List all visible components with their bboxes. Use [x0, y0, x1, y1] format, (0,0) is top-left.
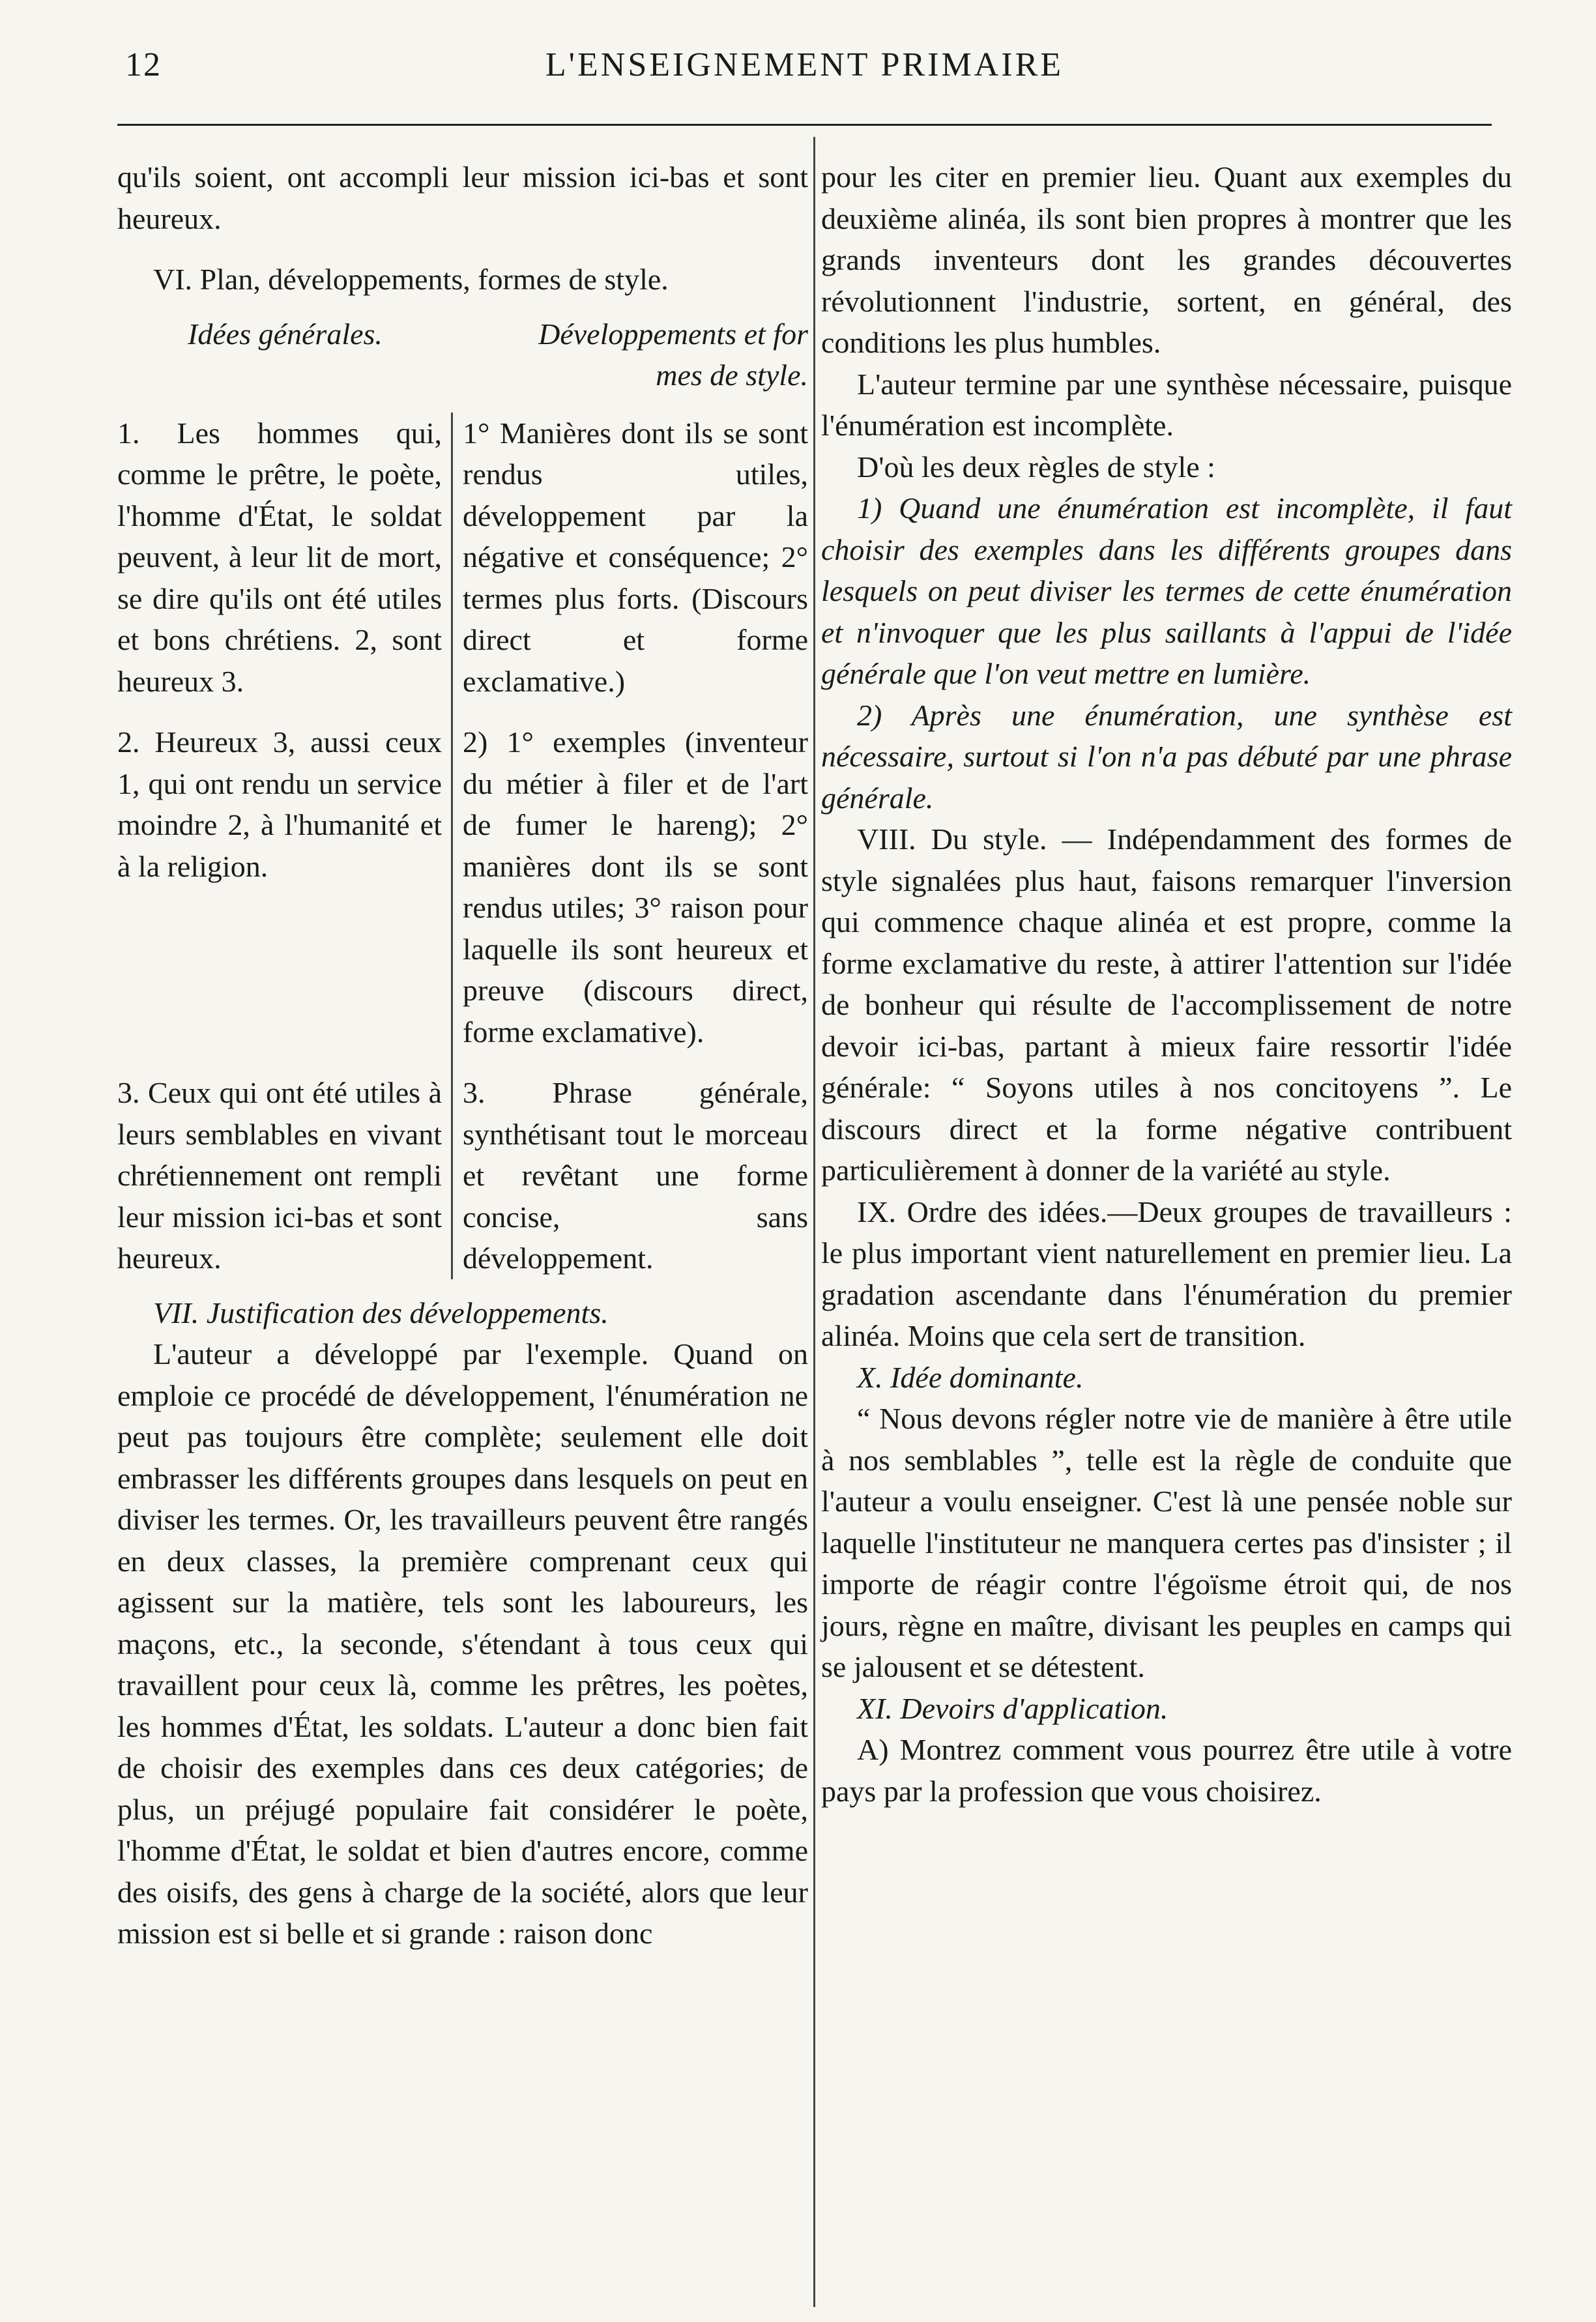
section-7-title: VII. Justification des développements.: [153, 1296, 609, 1329]
col-head-developments-line2: mes de style.: [656, 358, 808, 392]
plan-row-3-idea: 3. Ceux qui ont été utiles à leurs semblables en vivant chrétiennement ont rempli leur mission ici-bas et sont heureux.: [117, 1072, 453, 1279]
synthesis-paragraph: L'auteur termine par une synthèse nécessaire, puisque l'énumération est incomplète.: [821, 367, 1512, 442]
running-title: L'ENSEIGNEMENT PRIMAIRE: [545, 46, 1064, 83]
section-11-exercise-a: A) Montrez comment vous pourrez être utile à votre pays par la profession que vous choisirez.: [821, 1733, 1512, 1808]
section-7-body: L'auteur a développé par l'exemple. Quand on emploie ce procédé de développement, l'énumération ne peut pas toujours être complète; seulement elle doit embrasser les différents groupes dans lesquels on peut en diviser les termes. Or, les travailleurs peuvent être rangés en deux classes, la première comprenant ceux qui agissent sur la matière, tels sont les laboureurs, les maçons, etc., la seconde, s'étendant à tous ceux qui travaillent pour ceux là, comme les prêtres, les poètes, les hommes d'État, les soldats. L'auteur a donc bien fait de choisir des exemples dans ces deux catégories; de plus, un préjugé populaire fait considérer le poète, l'homme d'État, le soldat et bien d'autres encore, comme des oisifs, des gens à charge de la société, alors que leur mission est si belle et si grande : raison donc: [117, 1337, 808, 1950]
section-10-title: X. Idée dominante.: [857, 1360, 1084, 1394]
col-head-developments-line1: Développements et for: [538, 317, 808, 351]
plan-row-1-development: 1° Manières dont ils se sont rendus utiles, développement par la négative et conséquence; 2° termes plus forts. (Discours direct et forme exclamative.): [463, 416, 808, 698]
section-10-body: “ Nous devons régler notre vie de manière à être utile à nos semblables ”, telle est la règle de conduite que l'auteur a voulu enseigner. C'est là une pensée noble sur laquelle l'instituteur ne manquera certes pas d'insister ; il importe de réagir contre l'égoïsme étroit qui, de nos jours, règne en maître, divisant les peuples en camps qui se jalousent et se détestent.: [821, 1402, 1512, 1683]
style-rule-2: 2) Après une énumération, une synthèse est nécessaire, surtout si l'on n'a pas débuté par une phrase générale.: [821, 698, 1512, 815]
plan-table: [117, 313, 808, 1279]
page-header: [117, 46, 1492, 98]
page-number: 12: [125, 46, 162, 83]
left-intro-paragraph: qu'ils soient, ont accompli leur mission ici-bas et sont heureux.: [117, 160, 808, 235]
plan-row-3-development: 3. Phrase générale, synthétisant tout le morceau et revêtant une forme concise, sans développement.: [463, 1076, 808, 1275]
plan-row-1-idea: 1. Les hommes qui, comme le prêtre, le poète, l'homme d'État, le soldat peuvent, à leur lit de mort, se dire qu'ils ont été utiles et bons chrétiens. 2, sont heureux 3.: [117, 413, 453, 703]
right-continuation-paragraph: pour les citer en premier lieu. Quant aux exemples du deuxième alinéa, ils sont bien propres à montrer que les grands inventeurs dont les grandes découvertes révolutionnent l'industrie, sortent, en général, des conditions les plus humbles.: [821, 160, 1512, 359]
column-divider: [813, 137, 815, 2307]
rules-intro: D'où les deux règles de style :: [857, 450, 1215, 484]
header-rule: [117, 124, 1492, 126]
section-6-title: [117, 259, 808, 300]
section-8-style: VIII. Du style. — Indépendamment des formes de style signalées plus haut, faisons remarquer l'inversion qui commence chaque alinéa et est propre, comme la forme exclamative du reste, à attirer l'attention sur l'idée de bonheur qui résulte de l'accomplissement de notre devoir ici-bas, partant à mieux faire ressortir l'idée générale: “ Soyons utiles à nos concitoyens ”. Le discours direct et la forme négative contribuent particulièrement à donner de la variété au style.: [821, 822, 1512, 1187]
plan-table-body: [117, 413, 808, 1279]
section-11-title: XI. Devoirs d'application.: [857, 1691, 1168, 1725]
plan-row-2-development: 2) 1° exemples (inventeur du métier à filer et de l'art de fumer le hareng); 2° manières dont ils se sont rendus utiles; 3° raison pour laquelle ils sont heureux et preuve (discours direct, forme exclamative).: [463, 725, 808, 1049]
section-9-order: IX. Ordre des idées.—Deux groupes de travailleurs : le plus important vient naturellement en premier lieu. La gradation ascendante dans l'énumération du premier alinéa. Moins que cela sert de transition.: [821, 1195, 1512, 1352]
style-rule-1: 1) Quand une énumération est incomplète, il faut choisir des exemples dans les différents groupes dans lesquels on peut diviser les termes de cette énumération et n'invoquer que les plus saillants à l'appui de l'idée générale que l'on veut mettre en lumière.: [821, 491, 1512, 690]
plan-table-header: [117, 313, 808, 396]
section-6-title-text: VI. Plan, développements, formes de style.: [153, 263, 669, 296]
col-head-general-ideas: Idées générales.: [188, 317, 383, 351]
left-column: [117, 156, 808, 1954]
col-head-developments: [453, 313, 808, 396]
plan-row-2-idea: 2. Heureux 3, aussi ceux 1, qui ont rendu un service moindre 2, à l'humanité et à la religion.: [117, 721, 453, 1052]
right-column: [821, 156, 1512, 1812]
